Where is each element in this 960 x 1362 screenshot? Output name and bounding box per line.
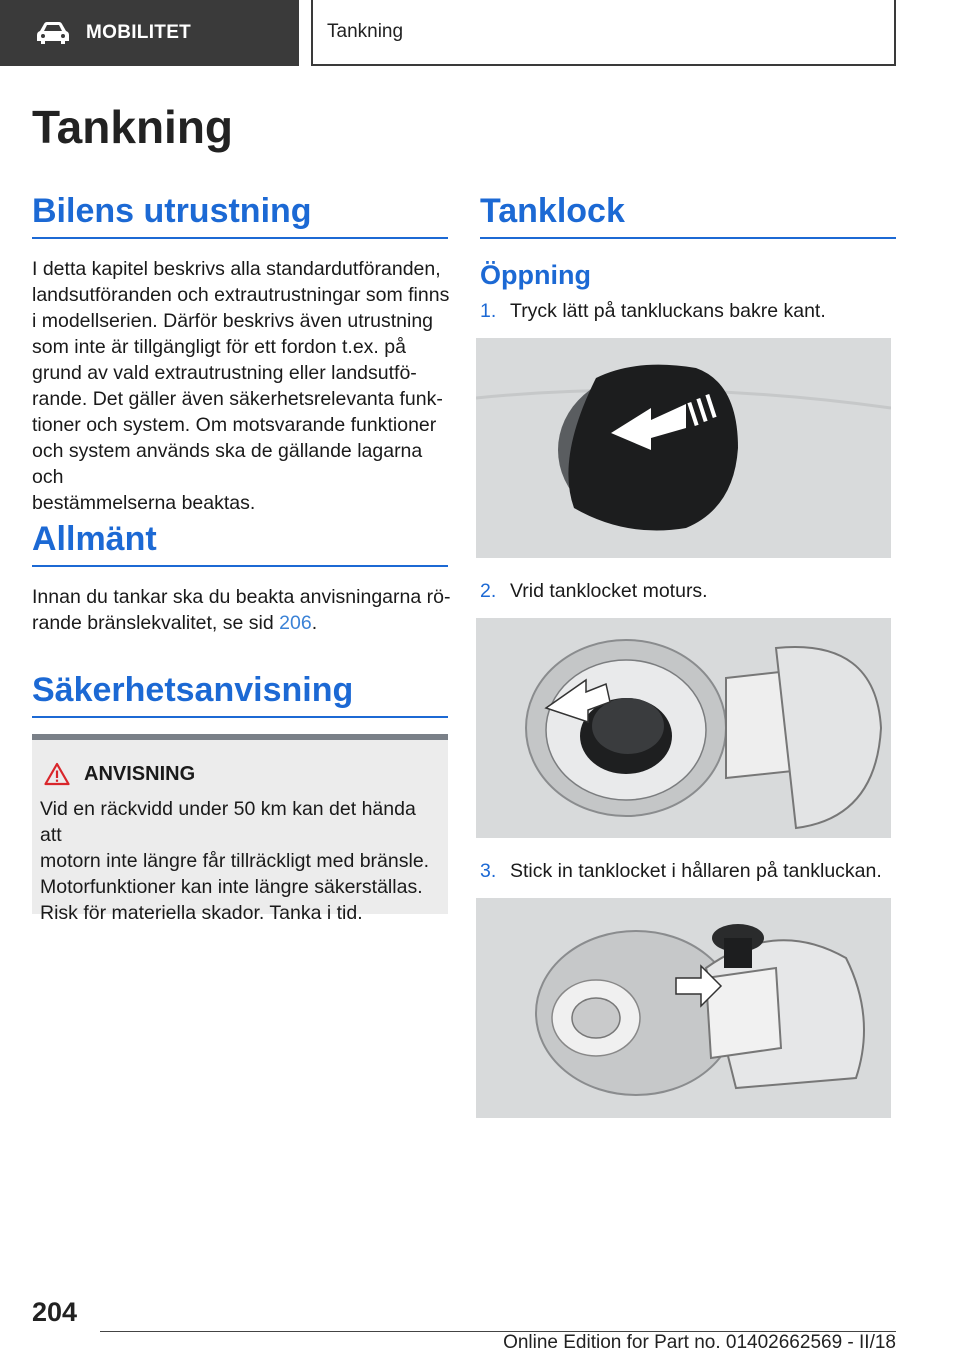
warning-header: [44, 762, 434, 786]
step-number: 1.: [480, 300, 497, 322]
text-line: motorn inte längre får tillräckligt med bränsle.: [40, 850, 430, 872]
text-line: Risk för materiella skador. Tanka i tid.: [40, 902, 363, 924]
bilens-utrustning-text: [32, 256, 452, 516]
warning-text: [40, 796, 434, 926]
heading-tanklock: Tanklock: [480, 192, 896, 239]
figure-press-flap: [476, 338, 891, 558]
text-line: tioner och system. Om motsvarande funktioner: [32, 414, 437, 436]
text-span: .: [311, 612, 318, 634]
text-line: rande. Det gäller även säkerhetsrelevanta funk-: [32, 388, 443, 410]
figure-store-cap: [476, 898, 891, 1118]
step-number: 3.: [480, 860, 497, 882]
car-icon: [36, 21, 70, 45]
fuel-cap-turn-illustration: [476, 618, 891, 838]
fuel-flap-closed-illustration: [476, 338, 891, 558]
heading-oppning: Öppning: [480, 260, 591, 290]
warning-box: [32, 734, 448, 924]
page-link-206[interactable]: 206: [279, 612, 312, 634]
step-number: 2.: [480, 580, 497, 602]
step-text: Tryck lätt på tankluckans bakre kant.: [510, 300, 826, 322]
figure-turn-cap: [476, 618, 891, 838]
heading-sakerhetsanvisning: Säkerhetsanvisning: [32, 671, 448, 718]
text-line: [32, 610, 452, 636]
text-line: landsutföranden och extrautrustningar som finns: [32, 284, 450, 306]
heading-bilens-utrustning: Bilens utrustning: [32, 192, 448, 239]
text-line: bestämmelserna beaktas.: [32, 492, 256, 514]
text-line: Motorfunktioner kan inte längre säkerställas.: [40, 876, 423, 898]
step-text: Vrid tanklocket moturs.: [510, 580, 708, 602]
footer-edition: Online Edition for Part no. 01402662569 - II/18: [503, 1332, 896, 1353]
step-3: [480, 860, 882, 883]
fuel-cap-holder-illustration: [476, 898, 891, 1118]
text-line: och system används ska de gällande lagarna och: [32, 440, 423, 488]
text-line: Innan du tankar ska du beakta anvisningarna rö-: [32, 586, 451, 608]
heading-allmant: Allmänt: [32, 520, 448, 567]
section-label: MOBILITET: [86, 22, 192, 43]
breadcrumb: Tankning: [311, 0, 896, 66]
step-text: Stick in tanklocket i hållaren på tankluckan.: [510, 860, 882, 882]
warning-triangle-icon: [44, 762, 70, 786]
section-tab: [0, 0, 299, 66]
text-line: I detta kapitel beskrivs alla standardutföranden,: [32, 258, 441, 280]
text-line: i modellserien. Därför beskrivs även utrustning: [32, 310, 434, 332]
step-2: [480, 580, 708, 603]
step-1: [480, 300, 826, 323]
page-number: 204: [32, 1297, 78, 1327]
page-title: Tankning: [32, 101, 234, 153]
text-line: Vid en räckvidd under 50 km kan det hända att: [40, 798, 416, 846]
warning-title: ANVISNING: [84, 762, 196, 785]
text-line: som inte är tillgängligt för ett fordon t.ex. på: [32, 336, 406, 358]
text-line: grund av vald extrautrustning eller landsutfö-: [32, 362, 417, 384]
allmant-text: [32, 584, 452, 636]
text-span: rande bränslekvalitet, se sid: [32, 612, 280, 634]
